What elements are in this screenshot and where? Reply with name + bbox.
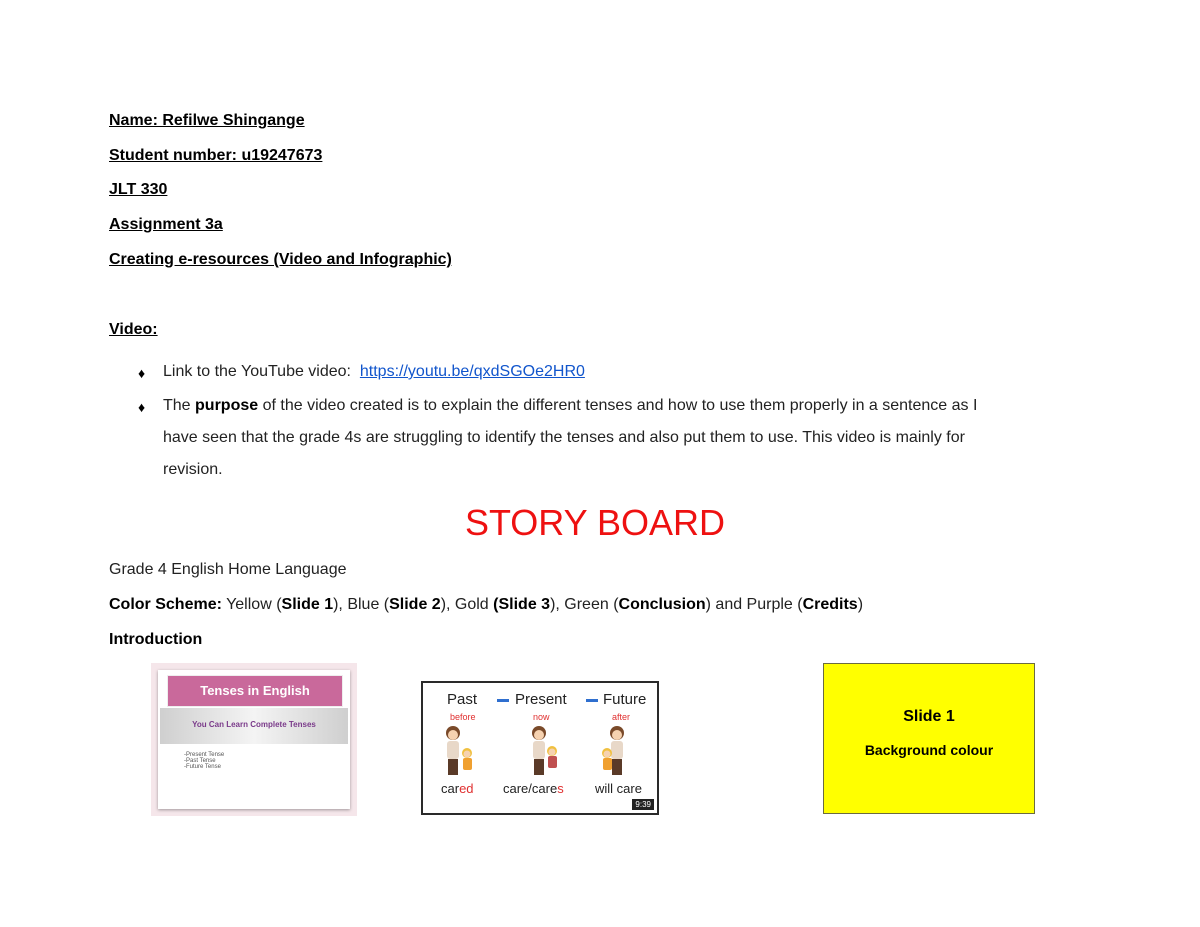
scheme-text: ), Blue ( (333, 596, 390, 613)
tense-list (184, 752, 224, 770)
scheme-bold: Credits (802, 596, 858, 613)
bullet-marker: ♦ (138, 365, 146, 381)
grade-line: Grade 4 English Home Language (109, 561, 347, 578)
student-name: Name: Refilwe Shingange (109, 112, 305, 129)
present-verb-suffix: s (557, 781, 564, 796)
scheme-text: ), Gold (440, 596, 494, 613)
scheme-text: ), Green ( (550, 596, 619, 613)
past-label: Past (447, 691, 478, 708)
slide-title: Tenses in English (167, 675, 343, 707)
scheme-bold: (Slide 3 (493, 596, 551, 613)
present-label: Present (515, 691, 567, 708)
link-label: Link to the YouTube video: (163, 363, 351, 380)
youtube-link[interactable]: https://youtu.be/qxdSGOe2HR0 (359, 363, 585, 380)
tenses-video-thumbnail (421, 681, 659, 815)
present-sub: now (533, 712, 550, 722)
purpose-pre: The (163, 397, 191, 414)
assignment-title: Assignment 3a (109, 216, 223, 233)
past-verb-stem: car (441, 781, 460, 796)
past-verb (441, 781, 474, 796)
video-duration: 9:39 (632, 799, 654, 810)
storyboard-title: STORY BOARD (464, 502, 726, 543)
tense-list-item: -Future Tense (184, 764, 221, 770)
subtitle-band (160, 708, 348, 744)
course-code: JLT 330 (109, 181, 168, 198)
title-slide-thumbnail (151, 663, 357, 816)
present-verb (503, 781, 564, 796)
slide1-background-card (823, 663, 1035, 814)
purpose-bold: purpose (195, 397, 259, 414)
slide1-label: Slide 1 (903, 708, 955, 725)
purpose-line-3: revision. (163, 461, 223, 478)
tense-list-item: -Present Tense (184, 752, 225, 758)
scheme-bold: Slide 2 (389, 596, 441, 613)
past-sub: before (450, 712, 476, 722)
scheme-text: ) and Purple ( (705, 596, 803, 613)
slide-card (158, 670, 350, 809)
future-label: Future (603, 691, 647, 708)
future-verb: will care (595, 781, 642, 796)
video-section-heading: Video: (109, 321, 158, 338)
scheme-text: Yellow ( (226, 596, 282, 613)
assignment-topic: Creating e-resources (Video and Infographic) (109, 251, 452, 268)
scheme-bold: Conclusion (618, 596, 706, 613)
purpose-text-1: of the video created is to explain the different tenses and how to use them properly in a sentence as I (262, 397, 978, 414)
present-verb-stem: care/care (503, 781, 558, 796)
introduction-heading: Introduction (109, 631, 203, 648)
tense-list-item: -Past Tense (184, 758, 216, 764)
color-scheme-label: Color Scheme: (109, 596, 222, 613)
scheme-bold: Slide 1 (281, 596, 334, 613)
link-bullet (163, 363, 585, 381)
slide-subtitle: You Can Learn Complete Tenses (192, 720, 316, 729)
arrow-icon (586, 699, 598, 702)
future-sub: after (612, 712, 631, 722)
student-number: Student number: u19247673 (109, 147, 323, 164)
scheme-text: ) (857, 596, 864, 613)
purpose-line-2: have seen that the grade 4s are struggling to identify the tenses and also put them to use. This video is mainly for (163, 429, 965, 446)
mother-child-figure-icon (519, 723, 561, 779)
color-scheme-line (109, 596, 863, 614)
background-colour-label: Background colour (864, 742, 994, 758)
arrow-icon (497, 699, 509, 702)
purpose-line-1 (163, 397, 977, 415)
mother-child-figure-icon (437, 723, 479, 779)
past-verb-suffix: ed (459, 781, 474, 796)
mother-child-figure-icon (599, 723, 641, 779)
bullet-marker: ♦ (138, 399, 146, 415)
